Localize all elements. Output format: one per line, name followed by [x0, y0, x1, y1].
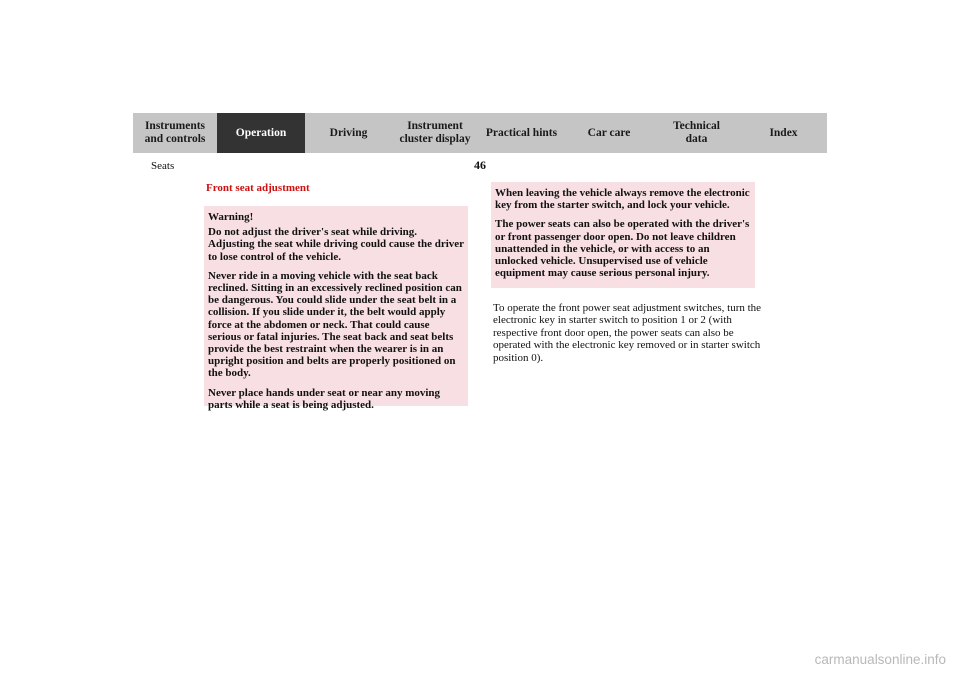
- tab-label: Operation: [235, 126, 287, 139]
- tab-technical-data[interactable]: [653, 113, 740, 153]
- tab-driving[interactable]: [305, 113, 392, 153]
- site-watermark-logo: carmanualsonline.info: [814, 652, 946, 667]
- tab-label: Instrument cluster display: [399, 120, 471, 145]
- page-header-title: Seats: [151, 160, 175, 172]
- body-paragraph: To operate the front power seat adjustment switches, turn the electronic key in starter switch to position 1 or 2 (with respective front door open, the power seats can also be operated with the electronic key removed or in starter switch position 0).: [493, 302, 762, 364]
- tab-practical-hints[interactable]: [478, 113, 565, 153]
- tab-label: Instruments and controls: [144, 120, 206, 145]
- warning-box-continued: [491, 182, 755, 288]
- warning-heading: Warning!: [208, 211, 254, 223]
- warning-paragraph: When leaving the vehicle always remove the electronic key from the starter switch, and lock your vehicle.: [495, 187, 750, 212]
- tab-label: Technical data: [673, 120, 720, 145]
- tab-instruments-and-controls[interactable]: [133, 113, 217, 153]
- tab-label: Car care: [587, 126, 631, 139]
- tab-instrument-cluster-display[interactable]: [392, 113, 478, 153]
- page-number: 46: [474, 158, 486, 172]
- warning-paragraph: Never ride in a moving vehicle with the seat back reclined. Sitting in an excessively reclined position can be dangerous. You could slide under the seat belt in a collision. If you slide under it, the belt would apply force at the abdomen or neck. That could cause serious or fatal injuries. The seat back and seat belts provide the best restraint when the wearer is in an upright position and belts are properly positioned on the body.: [208, 269, 462, 380]
- tab-index[interactable]: [740, 113, 827, 153]
- chapter-nav: [133, 113, 827, 153]
- warning-box: [204, 206, 468, 411]
- tab-car-care[interactable]: [565, 113, 653, 153]
- tab-operation[interactable]: [217, 113, 305, 153]
- warning-paragraph: Do not adjust the driver's seat while driving. Adjusting the seat while driving could cause the driver to lose control of the vehicle.: [208, 226, 464, 263]
- tab-label: Driving: [329, 126, 368, 139]
- body-text: [493, 302, 763, 364]
- section-title: Front seat adjustment: [206, 182, 310, 194]
- tab-label: Practical hints: [485, 126, 558, 139]
- warning-paragraph: Never place hands under seat or near any moving parts while a seat is being adjusted.: [208, 386, 441, 411]
- warning-paragraph: The power seats can also be operated with the driver's or front passenger door open. Do not leave children unattended in the vehicle, or with access to an unlocked vehicle. Unsupervised use of vehicle equipment may cause serious personal injury.: [495, 218, 750, 280]
- tab-label: Index: [769, 126, 798, 139]
